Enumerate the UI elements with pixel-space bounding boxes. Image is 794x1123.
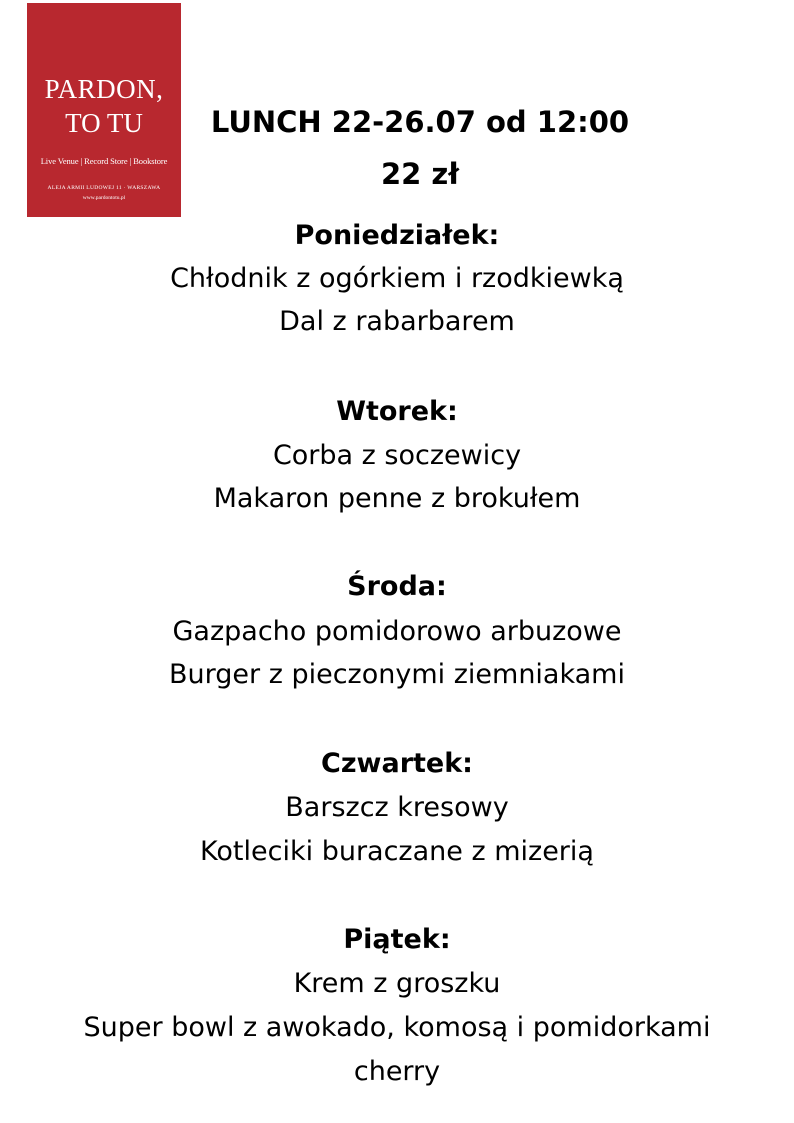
logo [27, 3, 181, 217]
dish-thursday-2: Kotleciki buraczane z mizerią [200, 836, 594, 867]
dish-thursday-1: Barszcz kresowy [285, 792, 509, 823]
dish-friday-2: Super bowl z awokado, komosą i pomidorkami [83, 1012, 711, 1043]
day-friday: Piątek: [343, 924, 451, 955]
dish-friday-1: Krem z groszku [293, 968, 501, 999]
menu-title: LUNCH 22-26.07 od 12:00 [210, 105, 630, 139]
logo-name-line1: PARDON, [44, 74, 164, 104]
dish-monday-2: Dal z rabarbarem [279, 306, 515, 337]
dish-friday-2-continued: cherry [353, 1056, 441, 1087]
day-wednesday: Środa: [347, 571, 447, 602]
dish-wednesday-2: Burger z pieczonymi ziemniakami [169, 659, 625, 690]
dish-monday-1: Chłodnik z ogórkiem i rzodkiewką [170, 263, 624, 294]
logo-tagline: Live Venue | Record Store | Bookstore [40, 156, 168, 166]
logo-name-line2: TO TU [65, 108, 143, 138]
day-thursday: Czwartek: [321, 748, 473, 779]
dish-tuesday-1: Corba z soczewicy [272, 440, 522, 471]
day-monday: Poniedziałek: [294, 220, 500, 251]
dish-tuesday-2: Makaron penne z brokułem [213, 483, 581, 514]
menu-price: 22 zł [380, 157, 460, 191]
logo-website: www.pardontotu.pl [82, 195, 126, 201]
dish-wednesday-1: Gazpacho pomidorowo arbuzowe [172, 616, 622, 647]
logo-address: ALEJA ARMII LUDOWEJ 11 · WARSZAWA [47, 185, 161, 191]
day-tuesday: Wtorek: [336, 396, 458, 427]
